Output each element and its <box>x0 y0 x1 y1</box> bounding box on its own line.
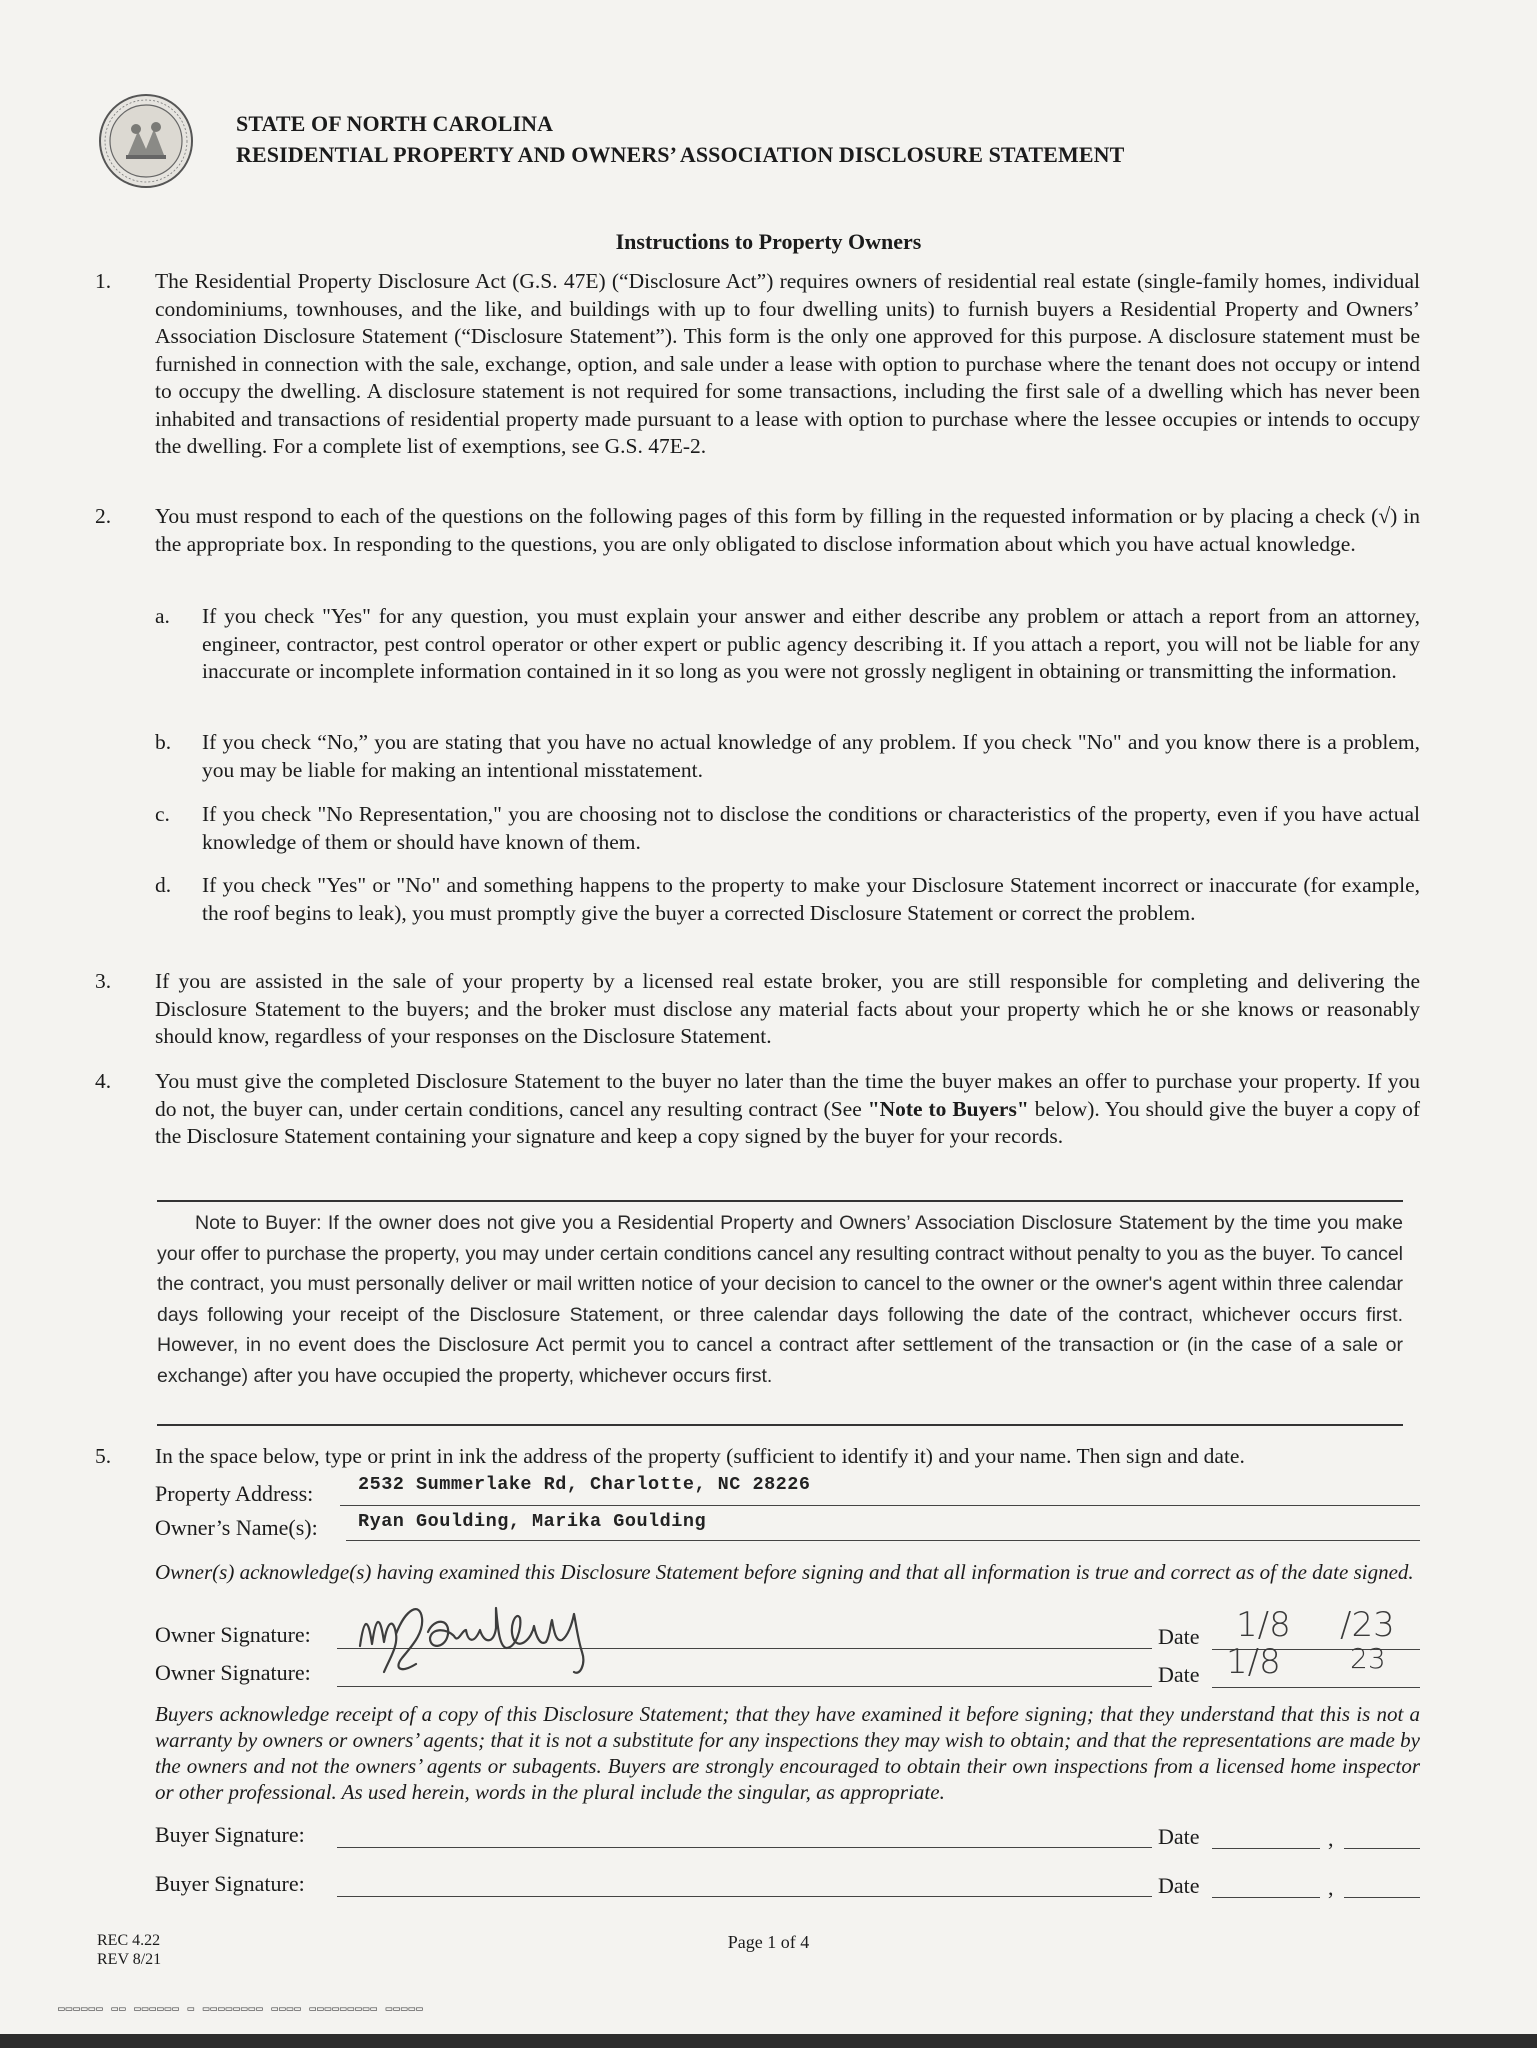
owner-signature-line-2[interactable] <box>337 1686 1152 1687</box>
note-bottom-rule <box>157 1424 1403 1426</box>
subitem-text: If you check “No,” you are stating that you have no actual knowledge of any problem. If you check "No" and you know there is a problem, you may be liable for making an intentional misstatement. <box>202 730 1420 782</box>
owner-date-line-2 <box>1212 1687 1420 1688</box>
owner-date-label-1: Date <box>1158 1624 1200 1649</box>
property-address-line <box>340 1505 1420 1506</box>
subitem-text: If you check "No Representation," you are choosing not to disclose the conditions or characteristics of the property, even if you have actual knowledge of them or should have known of them. <box>202 802 1420 854</box>
instruction-item-3 <box>95 968 1420 1051</box>
note-top-rule <box>157 1200 1403 1202</box>
buyer-date-line-1b[interactable] <box>1344 1848 1420 1849</box>
instruction-item-1 <box>95 268 1420 461</box>
item-number: 1. <box>95 269 112 293</box>
owner-acknowledgement: Owner(s) acknowledge(s) having examined this Disclosure Statement before signing and that all information is true and correct as of the date signed. <box>155 1560 1414 1584</box>
owner-handwritten-signature[interactable] <box>350 1588 660 1680</box>
item-text: You must respond to each of the questions on the following pages of this form by filling in the requested information or by placing a check (√) in the appropriate box. In responding to the questions, you are only obligated to disclose information about which you have actual knowledge. <box>155 504 1420 556</box>
item-number: 5. <box>95 1444 112 1468</box>
instruction-subitem-c <box>155 801 1420 856</box>
property-address-field[interactable]: 2532 Summerlake Rd, Charlotte, NC 28226 <box>358 1474 811 1495</box>
buyer-date-comma-1: , <box>1328 1826 1334 1851</box>
owner-date-label-2: Date <box>1158 1662 1200 1687</box>
owner-date-handwritten-2a[interactable]: 1/8 <box>1226 1642 1281 1682</box>
buyer-acknowledgement: Buyers acknowledge receipt of a copy of this Disclosure Statement; that they have examined it before signing; that they understand that this is not a warranty by owners or owners’ agents; that it is not a substitute for any inspections they may wish to obtain; and that the representations are made by the owners and not the owners’ agents or subagents. Buyers are strongly encouraged to obtain their own inspections from a licensed home inspector or other professional. As used herein, words in the plural include the singular, as appropriate. <box>155 1702 1420 1804</box>
form-header <box>236 108 1124 170</box>
note-to-buyers-ref: "Note to Buyers" <box>867 1096 1029 1121</box>
form-code: REC 4.22 REV 8/21 <box>97 1932 162 1968</box>
item-number: 4. <box>95 1069 112 1093</box>
subitem-letter: c. <box>155 802 170 826</box>
form-title: RESIDENTIAL PROPERTY AND OWNERS’ ASSOCIATION DISCLOSURE STATEMENT <box>236 142 1125 167</box>
revision-date: REV 8/21 <box>97 1951 162 1968</box>
owner-signature-label-1: Owner Signature: <box>155 1622 311 1647</box>
buyer-date-comma-2: , <box>1328 1875 1334 1900</box>
note-to-buyer <box>157 1208 1403 1391</box>
nc-real-estate-commission-seal-icon <box>98 93 194 189</box>
buyer-date-line-1a[interactable] <box>1212 1848 1320 1849</box>
owner-signature-label-2: Owner Signature: <box>155 1660 311 1685</box>
owners-name-line <box>346 1540 1420 1541</box>
owner-date-handwritten-2b[interactable]: 23 <box>1350 1642 1386 1675</box>
note-text: Note to Buyer: If the owner does not give you a Residential Property and Owners’ Association Disclosure Statement by the time you make your offer to purchase the property, you may under certain conditions cancel any resulting contract without penalty to you as the buyer. To cancel the contract, you must personally deliver or mail written notice of your decision to cancel to the owner or the owner's agent within three calendar days following your receipt of the Disclosure Statement, or three calendar days following the date of the contract, whichever occurs first. However, in no event does the Disclosure Act permit you to cancel a contract after settlement of the transaction or (in the case of a sale or exchange) after you have occupied the property, whichever occurs first. <box>157 1212 1403 1387</box>
item-number: 3. <box>95 969 112 993</box>
buyer-signature-line-1[interactable] <box>337 1847 1152 1848</box>
instruction-subitem-a <box>155 603 1420 686</box>
faint-footer-mark: ▭▭▭▭▭▭ ▭▭ ▭▭▭▭▭▭ ▭ ▭▭▭▭▭▭▭▭ ▭▭▭▭ ▭▭▭▭▭▭▭▭▭ ▭▭▭▭▭ <box>58 2004 424 2016</box>
instruction-item-4 <box>95 1068 1420 1151</box>
buyer-date-label-2: Date <box>1158 1873 1200 1898</box>
owners-name-label: Owner’s Name(s): <box>155 1515 318 1540</box>
instruction-subitem-d <box>155 872 1420 927</box>
buyer-signature-label-2: Buyer Signature: <box>155 1871 305 1896</box>
instruction-item-5 <box>95 1443 1420 1471</box>
item-text: The Residential Property Disclosure Act (G.S. 47E) (“Disclosure Act”) requires owners of residential real estate (single-family homes, individual condominiums, townhouses, and the like, and buildings with up to four dwelling units) to furnish buyers a Residential Property and Owners’ Association Disclosure Statement (“Disclosure Statement”). This form is the only one approved for this purpose. A disclosure statement must be furnished in connection with the sale, exchange, option, and sale under a lease with option to purchase where the tenant does not occupy or intend to occupy the dwelling. A disclosure statement is not required for some transactions, including the first sale of a dwelling which has never been inhabited and transactions of residential property made pursuant to a lease with option to purchase where the lessee occupies or intends to occupy the dwelling. For a complete list of exemptions, see G.S. 47E-2. <box>155 269 1420 458</box>
subitem-text: If you check "Yes" or "No" and something happens to the property to make your Disclosure Statement incorrect or inaccurate (for example, the roof begins to leak), you must promptly give the buyer a corrected Disclosure Statement or correct the problem. <box>202 873 1420 925</box>
subitem-letter: b. <box>155 730 172 754</box>
subitem-letter: d. <box>155 873 172 897</box>
item-text: In the space below, type or print in ink the address of the property (sufficient to identify it) and your name. Then sign and date. <box>155 1444 1245 1468</box>
item-text: If you are assisted in the sale of your property by a licensed real estate broker, you are still responsible for completing and delivering the Disclosure Statement to the buyers; and the broker must disclose any material facts about your property which he or she knows or reasonably should know, regardless of your responses on the Disclosure Statement. <box>155 969 1420 1048</box>
owner-date-handwritten-1a[interactable]: 1/8 <box>1236 1605 1291 1645</box>
buyer-date-line-2a[interactable] <box>1212 1897 1320 1898</box>
state-heading: STATE OF NORTH CAROLINA <box>236 111 554 136</box>
item-number: 2. <box>95 504 112 528</box>
owner-date-handwritten-1b[interactable]: /23 <box>1340 1605 1395 1645</box>
buyer-date-line-2b[interactable] <box>1344 1897 1420 1898</box>
subitem-letter: a. <box>155 604 170 628</box>
instruction-subitem-b <box>155 729 1420 784</box>
instructions-title: Instructions to Property Owners <box>615 229 922 254</box>
instruction-item-2 <box>95 503 1420 558</box>
property-address-label: Property Address: <box>155 1481 314 1506</box>
scan-bottom-edge <box>0 2034 1537 2048</box>
buyer-signature-line-2[interactable] <box>337 1896 1152 1897</box>
owners-name-field[interactable]: Ryan Goulding, Marika Goulding <box>358 1511 707 1532</box>
buyer-signature-label-1: Buyer Signature: <box>155 1822 305 1847</box>
subitem-text: If you check "Yes" for any question, you must explain your answer and either describe any problem or attach a report from an attorney, engineer, contractor, pest control operator or other expert or public agency describing it. If you attach a report, you will not be liable for any inaccurate or incomplete information contained in it so long as you were not grossly negligent in obtaining or transmitting the information. <box>202 604 1420 683</box>
item-text: You must give the completed Disclosure Statement to the buyer no later than the time the buyer makes an offer to purchase your property. If you do not, the buyer can, under certain conditions, cancel any resulting contract (See "Note to Buyers" below). You should give the buyer a copy of the Disclosure Statement containing your signature and keep a copy signed by the buyer for your records. <box>155 1069 1420 1148</box>
buyer-date-label-1: Date <box>1158 1824 1200 1849</box>
page-number: Page 1 of 4 <box>727 1932 810 1952</box>
